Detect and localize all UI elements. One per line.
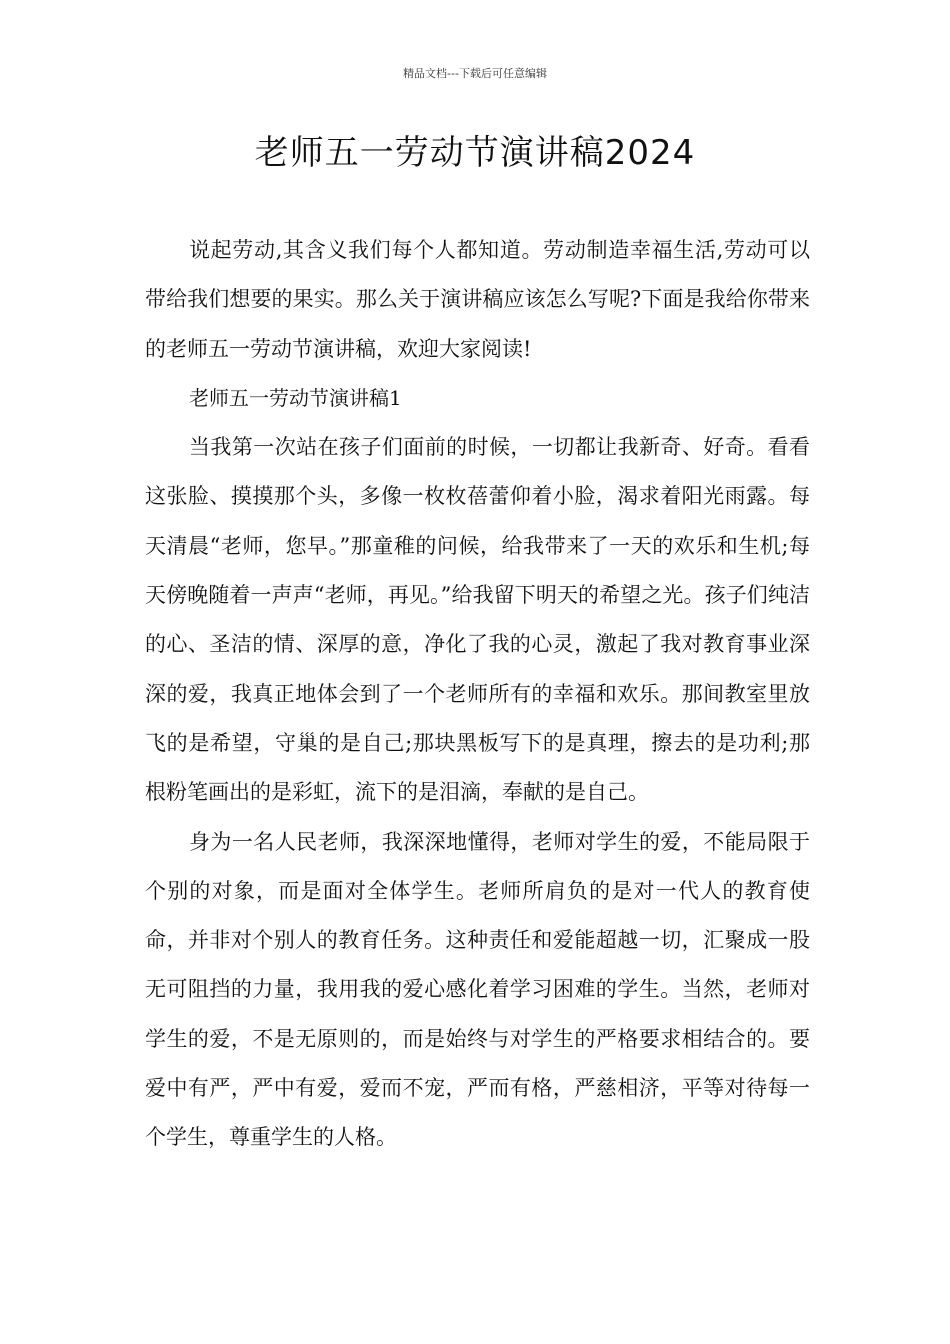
header-note: 精品文档---下载后可任意编辑 [403, 67, 547, 80]
body-paragraph-1: 当我第一次站在孩子们面前的时候，一切都让我新奇、好奇。看看这张脸、摸摸那个头，多像一枚枚蓓蕾仰着小脸，渴求着阳光雨露。每天清晨“老师，您早。”那童稚的问候，给我带来了一天的欢乐和生机;每天傍晚随着一声声“老师，再见。”给我留下明天的希望之光。孩子们纯洁的心、圣洁的情、深厚的意，净化了我的心灵，激起了我对教育事业深深的爱，我真正地体会到了一个老师所有的幸福和欢乐。那间教室里放飞的是希望，守巢的是自己;那块黑板写下的是真理，擦去的是功利;那根粉笔画出的是彩虹，流下的是泪滴，奉献的是自己。 [145, 435, 810, 805]
intro-paragraph: 说起劳动,其含义我们每个人都知道。劳动制造幸福生活,劳动可以带给我们想要的果实。那么关于演讲稿应该怎么写呢?下面是我给你带来的老师五一劳动节演讲稿，欢迎大家阅读! [145, 238, 810, 361]
document-title: 老师五一劳动节演讲稿2024 [254, 133, 696, 173]
section-heading: 老师五一劳动节演讲稿1 [189, 385, 402, 410]
document-body [145, 226, 810, 1163]
body-paragraph-2: 身为一名人民老师，我深深地懂得，老师对学生的爱，不能局限于个别的对象，而是面对全体学生。老师所肩负的是对一代人的教育使命，并非对个别人的教育任务。这种责任和爱能超越一切，汇聚成一股无可阻挡的力量，我用我的爱心感化着学习困难的学生。当然，老师对学生的爱，不是无原则的，而是始终与对学生的严格要求相结合的。要爱中有严，严中有爱，爱而不宠，严而有格，严慈相济，平等对待每一个学生，尊重学生的人格。 [145, 829, 810, 1150]
